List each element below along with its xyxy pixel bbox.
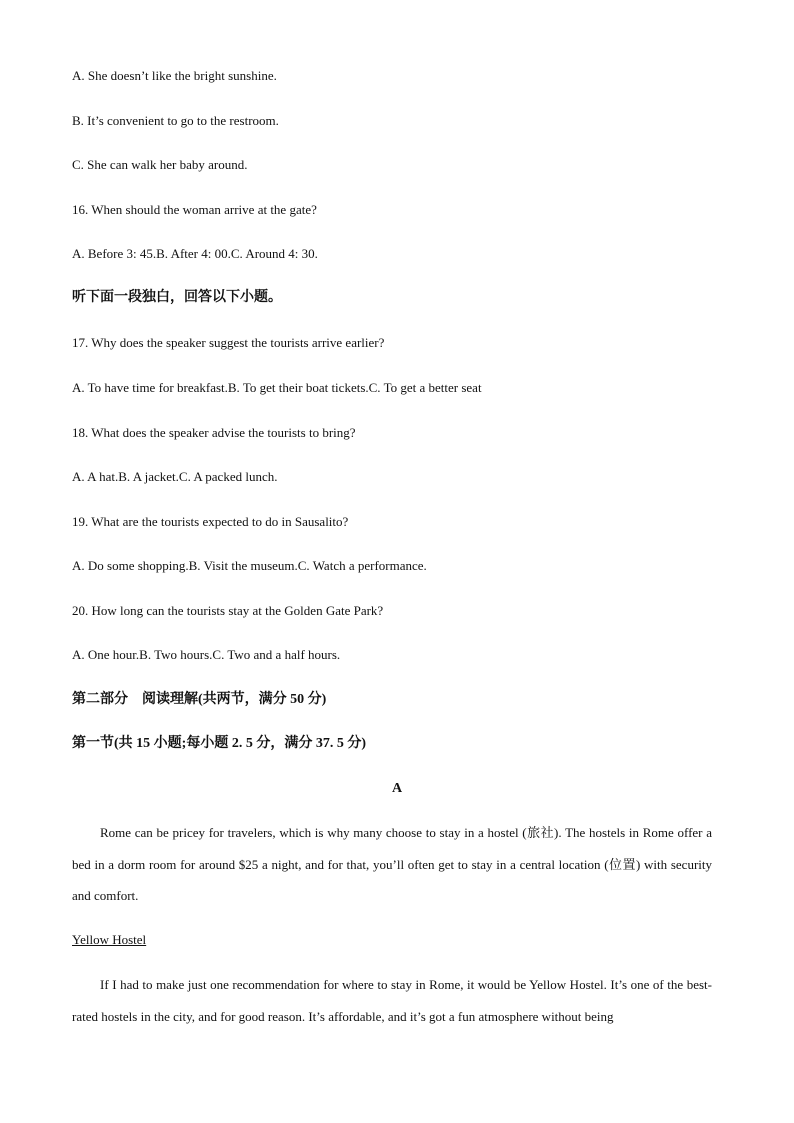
q18-option-a: A. A hat. <box>72 469 119 484</box>
q15-option-c: C. She can walk her baby around. <box>72 157 248 172</box>
q20-question: 20. How long can the tourists stay at the Golden Gate Park? <box>72 603 384 618</box>
q19-option-b: B. Visit the museum. <box>188 558 298 573</box>
q18-option-b: B. A jacket. <box>118 469 179 484</box>
q16-options <box>72 246 318 262</box>
q19-question: 19. What are the tourists expected to do in Sausalito? <box>72 514 349 529</box>
passage-intro: Rome can be pricey for travelers, which is why many choose to stay in a hostel (旅社). The hostels in Rome offer a bed in a dorm room for around $25 a night, and for that, you’ll often get to stay in a central location (位置) with security and comfort. <box>72 825 712 903</box>
q16-option-c: C. Around 4: 30. <box>230 246 318 261</box>
q20-options <box>72 647 340 663</box>
hostel1-text: If I had to make just one recommendation for where to stay in Rome, it would be Yellow Hostel. It’s one of the best-rated hostels in the city, and for good reason. It’s affordable, and it’s got a fun atmosphere without being <box>72 977 712 1024</box>
q18-options <box>72 469 277 485</box>
q20-option-c: C. Two and a half hours. <box>212 647 341 662</box>
q19-option-c: C. Watch a performance. <box>297 558 427 573</box>
monologue-instruction: 听下面一段独白，回答以下小题。 <box>72 290 282 305</box>
q15-option-a: A. She doesn’t like the bright sunshine. <box>72 68 277 83</box>
q17-option-c: C. To get a better seat <box>368 380 482 395</box>
q16-question: 16. When should the woman arrive at the gate? <box>72 202 317 217</box>
q17-option-b: B. To get their boat tickets. <box>227 380 369 395</box>
part2-title: 第二部分 阅读理解(共两节，满分 50 分) <box>72 692 327 707</box>
q18-option-c: C. A packed lunch. <box>178 469 278 484</box>
q17-options <box>72 380 482 396</box>
q20-option-a: A. One hour. <box>72 647 140 662</box>
q17-question: 17. Why does the speaker suggest the tourists arrive earlier? <box>72 335 385 350</box>
passage-label: A <box>391 781 403 796</box>
q19-options <box>72 558 427 574</box>
q15-option-b: B. It’s convenient to go to the restroom. <box>72 113 279 128</box>
q19-option-a: A. Do some shopping. <box>72 558 189 573</box>
section1-title: 第一节(共 15 小题;每小题 2. 5 分，满分 37. 5 分) <box>72 736 366 751</box>
q16-option-a: A. Before 3: 45. <box>72 246 157 261</box>
q17-option-a: A. To have time for breakfast. <box>72 380 228 395</box>
q20-option-b: B. Two hours. <box>139 647 213 662</box>
q18-question: 18. What does the speaker advise the tourists to bring? <box>72 425 356 440</box>
hostel1-name: Yellow Hostel <box>72 932 147 947</box>
q16-option-b: B. After 4: 00. <box>156 246 231 261</box>
